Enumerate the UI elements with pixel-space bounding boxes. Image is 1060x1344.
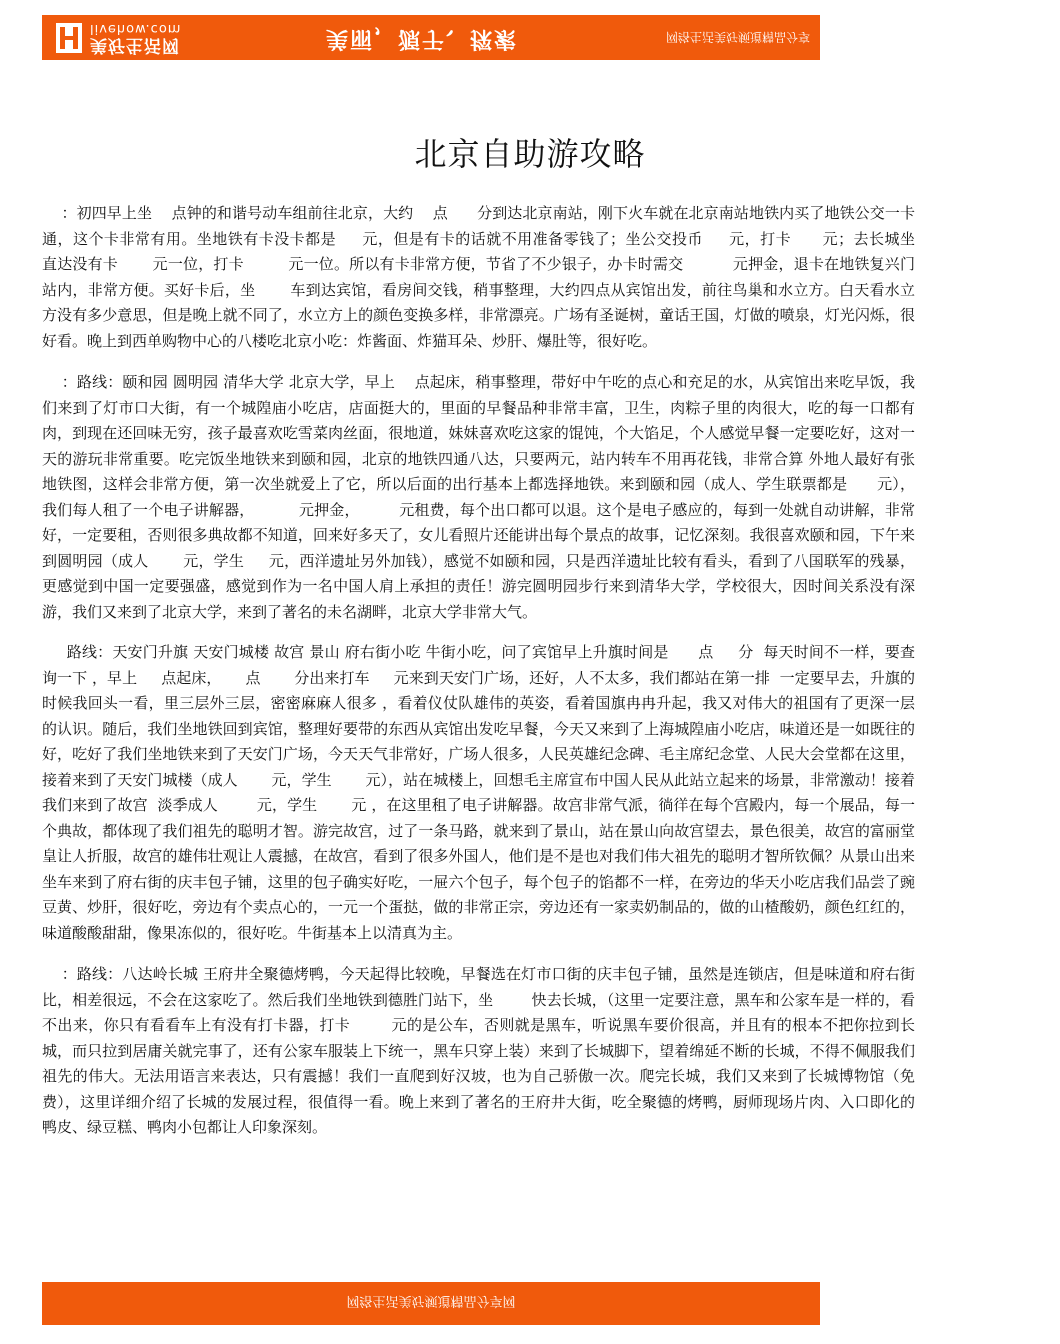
footer-text: 网络生活美好频道精品分享网 bbox=[346, 1293, 516, 1308]
day-one-paragraph: ：初四早上坐 点钟的和谐号动车组前往北京，大约 点 分到达北京南站，刚下火车就在北京南站地铁内买了地铁公交一卡通，这个卡非常有用。坐地铁有卡没卡都是 元，但是有卡的话就不用准备零钱了；坐公交投币 元，打卡 元；去长城坐 直达没有卡 元一位，打卡 元一位。所以有卡非常方便，节省了不少银子，办卡时需交 元押金，退卡在地铁复兴门站内，非常方便。买好卡后，坐 车到达宾馆，看房间交钱，稍事整理，大约四点从宾馆出发，前往鸟巢和水立方。白天看水立方没有多少意思，但是晚上就不同了，水立方上的颜色变换多样，非常漂亮。广场有圣诞树，童话王国，灯做的喷泉，灯光闪烁，很好看。晚上到西单购物中心的八楼吃北京小吃：炸酱面、炸猫耳朵、炒肝、爆肚等，很好吃。 bbox=[42, 204, 958, 350]
header-tagline: 网络生活美好频道精品分享 bbox=[665, 30, 810, 44]
top-banner bbox=[42, 15, 820, 60]
day-three-paragraph: 路线：天安门升旗 天安门城楼 故宫 景山 府右街小吃 牛街小吃，问了宾馆早上升旗时间是 点 分 每天时间不一样，要查询一下 ，早上 点起床， 点 分出来打车 元来到天安门广场，还好，人不太多，我们都站在第一排 一定要早去，升旗的时候我回头一看，里三层外三层，密密麻麻人很多 ，看着仪仗队雄伟的英姿，看着国旗冉冉升起，我又对伟大的祖国有了更深一层的认识。随后，我们坐地铁回到宾馆，整理好要带的东西从宾馆出发吃早餐，今天又来到了上海城隍庙小吃店，味道还是一如既往的好，吃好了我们坐地铁来到了天安门广场，今天天气非常好，广场人很多，人民英雄纪念碑、毛主席纪念堂、人民大会堂都在这里，接着来到了天安门城楼（成人 元，学生 元），站在城楼上，回想毛主席宣布中国人民从此站立起来的场景，非常激动！接着我们来到了故宫 淡季成人 元，学生 元 ，在这里租了电子讲解器。故宫非常气派，徜徉在每个宫殿内，每一个展品，每一个典故，都体现了我们祖先的聪明才智。游完故宫，过了一条马路，就来到了景山，站在景山向故宫望去，景色很美，故宫的富丽堂皇让人折服，故宫的雄伟壮观让人震撼，在故宫，看到了很多外国人，他们是不是也对我们伟大祖先的聪明才智所钦佩？从景山出来坐车来到了府右街的庆丰包子铺，这里的包子确实好吃，一屉六个包子，每个包子的馅都不一样，在旁边的华天小吃店我们品尝了豌豆黄、炒肝，很好吃，旁边有个卖点心的，一元一个蛋挞，做的非常正宗，旁边还有一家卖奶制品的，做的山楂酸奶，颜色红红的，味道酸酸甜甜，像果冻似的，很好吃。牛街基本上以清真为主。 bbox=[42, 643, 915, 942]
site-logo-icon bbox=[56, 23, 82, 53]
document-body bbox=[42, 201, 958, 1141]
site-logo-text bbox=[90, 21, 240, 55]
logo-url: livehow.com bbox=[90, 21, 182, 36]
document-title: 北京自助游攻略 bbox=[414, 135, 646, 174]
day-four-paragraph: ：路线：八达岭长城 王府井全聚德烤鸭，今天起得比较晚，早餐选在灯市口街的庆丰包子铺，虽然是连锁店，但是味道和府右街比，相差很远，不会在这家吃了。然后我们坐地铁到德胜门站下，坐 快去长城，（这里一定要注意，黑车和公家车是一样的，看不出来，你只有看看车上有没有打卡器，打卡 元的是公车，否则就是黑车，听说黑车要价很高，并且有的根本不把你拉到长城，而只拉到居庸关就完事了，还有公家车服装上下统一，黑车只穿上装）来到了长城脚下，望着绵延不断的长城，不得不佩服我们祖先的伟大。无法用语言来表达，只有震撼！我们一直爬到好汉坡，也为自己骄傲一次。爬完长城，我们又来到了长城博物馆（免费），这里详细介绍了长城的发展过程，很值得一看。晚上来到了著名的王府井大街，吃全聚德的烤鸭，厨师现场片肉、入口即化的鸭皮、绿豆糕、鸭肉小包都让人印象深刻。 bbox=[42, 965, 915, 1136]
day-two-paragraph: ：路线：颐和园 圆明园 清华大学 北京大学，早上 点起床，稍事整理，带好中午吃的点心和充足的水，从宾馆出来吃早饭，我们来到了灯市口大街，有一个城隍庙小吃店，店面挺大的，里面的早餐品种非常丰富，卫生，肉粽子里的肉很大，吃的每一口都有肉，到现在还回味无穷，孩子最喜欢吃雪菜肉丝面，很地道，妹妹喜欢吃这家的馄饨，个大馅足，个人感觉早餐一定要吃好，这对一天的游玩非常重要。吃完饭坐地铁来到颐和园，北京的地铁四通八达，只要两元，站内转车不用再花钱，非常合算 外地人最好有张地铁图，这样会非常方便，第一次坐就爱上了它，所以后面的出行基本上都选择地铁。来到颐和园（成人、学生联票都是 元），我们每人租了一个电子讲解器， 元押金， 元租费，每个出口都可以退。这个是电子感应的，每到一处就自动讲解，非常好，一定要租，否则很多典故都不知道，回来好多天了，女儿看照片还能讲出每个景点的故事，记忆深刻。我很喜欢颐和园，下午来到圆明园（成人 元，学生 元，西洋遗址另外加钱），感觉不如颐和园，只是西洋遗址比较有看头，看到了八国联军的残暴，更感觉到中国一定要强盛，感觉到作为一名中国人肩上承担的责任！游完圆明园步行来到清华大学，学校很大，因时间关系没有深游，我们又来到了北京大学，来到了著名的未名湖畔，北京大学非常大气。 bbox=[42, 373, 915, 621]
header-slogan: 美丽，源于、探索 bbox=[326, 26, 519, 51]
logo-name: 美好生活网 bbox=[90, 35, 180, 55]
bottom-banner bbox=[42, 1282, 820, 1325]
